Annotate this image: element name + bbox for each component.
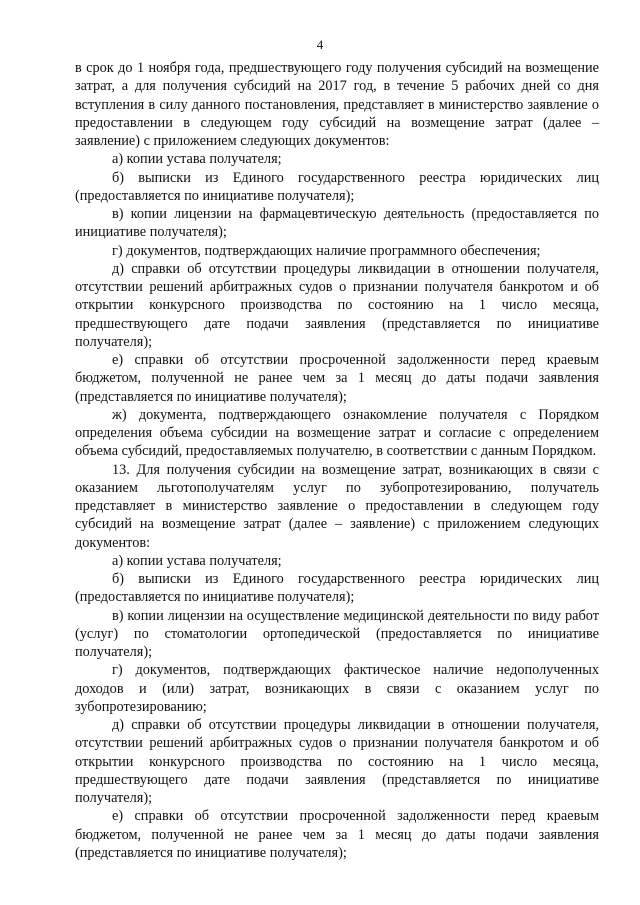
paragraph-clause-13: 13. Для получения субсидии на возмещение затрат, возникающих в связи с оказанием льготополучателям услуг по зубопротезированию, получатель представляет в министерство заявление о предоставлении в следующем году субсидий на возмещение затрат (далее – заявление) с приложением следующих документов: — [75, 461, 599, 551]
paragraph-item-d: д) справки об отсутствии процедуры ликвидации в отношении получателя, отсутствии решений арбитражных судов о признании получателя банкротом и об открытии конкурсного производства по состоянию на 1 число месяца, предшествующего дате подачи заявления (представляется по инициативе получателя); — [75, 260, 599, 350]
paragraph-intro-continuation: в срок до 1 ноября года, предшествующего году получения субсидий на возмещение затрат, а для получения субсидий на 2017 год, в течение 5 рабочих дней со дня вступления в силу данного постановления, представляет в министерство заявление о предоставлении в следующем году субсидий на возмещение затрат (далее – заявление) с приложением следующих документов: — [75, 60, 599, 149]
paragraph-13-item-v: в) копии лицензии на осуществление медицинской деятельности по виду работ (услуг) по стоматологии ортопедической (предоставляется по инициативе получателя); — [75, 607, 599, 660]
paragraph-13-item-b: б) выписки из Единого государственного реестра юридических лиц (предоставляется по инициативе получателя); — [75, 571, 599, 606]
paragraph-item-a: а) копии устава получателя; — [112, 151, 282, 168]
document-body — [75, 59, 599, 862]
paragraph-13-item-e: е) справки об отсутствии просроченной задолженности перед краевым бюджетом, полученной не ранее чем за 1 месяц до даты подачи заявления (представляется по инициативе получателя); — [75, 808, 599, 861]
paragraph-item-b: б) выписки из Единого государственного реестра юридических лиц (предоставляется по инициативе получателя); — [75, 169, 599, 204]
paragraph-item-v: в) копии лицензии на фармацевтическую деятельность (предоставляется по инициативе получателя); — [75, 206, 599, 241]
paragraph-13-item-a: а) копии устава получателя; — [112, 552, 282, 569]
page-number: 4 — [316, 37, 324, 52]
paragraph-item-zh: ж) документа, подтверждающего ознакомление получателя с Порядком определения объема субсидии на возмещение затрат и согласие с определением объема субсидий, предоставляемых получателю, в соответствии с данным Порядком. — [75, 406, 599, 460]
paragraph-item-g: г) документов, подтверждающих наличие программного обеспечения; — [112, 242, 541, 259]
paragraph-13-item-g: г) документов, подтверждающих фактическое наличие недополученных доходов и (или) затрат, возникающих в связи с оказанием услуг по зубопротезированию; — [75, 662, 599, 715]
paragraph-item-e: е) справки об отсутствии просроченной задолженности перед краевым бюджетом, полученной не ранее чем за 1 месяц до даты подачи заявления (представляется по инициативе получателя); — [75, 352, 599, 405]
paragraph-13-item-d: д) справки об отсутствии процедуры ликвидации в отношении получателя, отсутствии решений арбитражных судов о признании получателя банкротом и об открытии конкурсного производства по состоянию на 1 число месяца, предшествующего дате подачи заявления (представляется по инициативе получателя); — [75, 717, 599, 806]
